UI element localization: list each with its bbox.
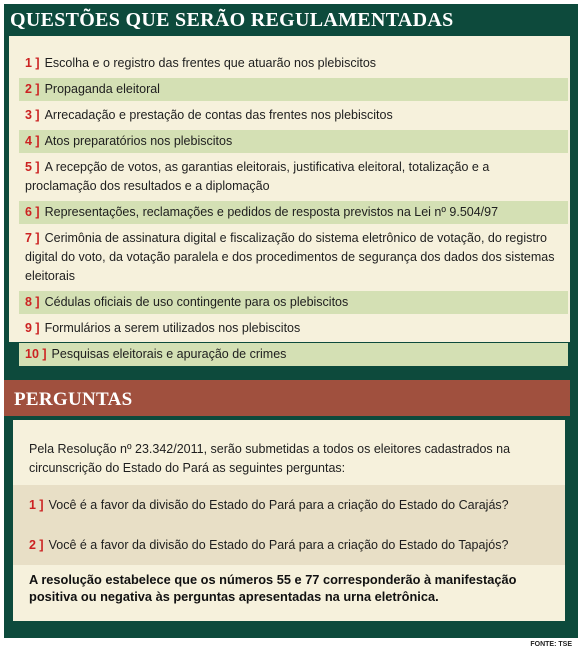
item-text: Propaganda eleitoral — [44, 82, 160, 96]
item-text: Atos preparatórios nos plebiscitos — [44, 134, 233, 148]
list-item — [19, 104, 568, 127]
item-text: Arrecadação e prestação de contas das frentes nos plebiscitos — [44, 108, 393, 122]
perguntas-panel — [13, 420, 565, 621]
item-text: Cerimônia de assinatura digital e fiscalização do sistema eletrônico de votação, do registro digital do voto, da votação paralela e dos procedimentos de segurança dos dados dos sistemas eleitorais — [25, 231, 555, 283]
item-number: 2 ] — [25, 82, 40, 96]
question-number: 1 ] — [29, 498, 44, 512]
item-number: 8 ] — [25, 295, 40, 309]
item-text: Pesquisas eleitorais e apuração de crimes — [51, 347, 287, 361]
section-title-perguntas: PERGUNTAS — [14, 389, 133, 410]
list-item — [19, 78, 568, 101]
question-number: 2 ] — [29, 538, 44, 552]
question-1 — [29, 496, 509, 514]
item-text: Escolha e o registro das frentes que atuarão nos plebiscitos — [44, 56, 377, 70]
question-text: Você é a favor da divisão do Estado do Pará para a criação do Estado do Tapajós? — [48, 538, 509, 552]
item-text: Cédulas oficiais de uso contingente para os plebiscitos — [44, 295, 349, 309]
item-number: 1 ] — [25, 56, 40, 70]
item-number: 3 ] — [25, 108, 40, 122]
item-number: 5 ] — [25, 160, 40, 174]
perguntas-header-band — [4, 380, 570, 416]
item-number: 7 ] — [25, 231, 40, 245]
question-2 — [29, 536, 508, 554]
list-item — [19, 317, 568, 340]
list-item — [19, 291, 568, 314]
item-text: A recepção de votos, as garantias eleitorais, justificativa eleitoral, totalização e a proclamação dos resultados e a diplomação — [25, 160, 490, 193]
resolution-note: A resolução estabelece que os números 55 e 77 corresponderão à manifestação positiva ou negativa às perguntas apresentadas na urna eletrônica. — [29, 572, 517, 604]
questions-panel — [13, 485, 565, 565]
item-text: Formulários a serem utilizados nos plebiscitos — [44, 321, 301, 335]
list-item — [19, 156, 568, 198]
perguntas-intro: Pela Resolução nº 23.342/2011, serão submetidas a todos os eleitores cadastrados na circunscrição do Estado do Pará as seguintes perguntas: — [29, 442, 511, 475]
list-item — [19, 52, 568, 75]
item-number: 6 ] — [25, 205, 40, 219]
list-item — [19, 343, 568, 366]
question-text: Você é a favor da divisão do Estado do Pará para a criação do Estado do Carajás? — [48, 498, 509, 512]
questoes-list — [19, 52, 568, 369]
list-item — [19, 201, 568, 224]
section-title-questoes: QUESTÕES QUE SERÃO REGULAMENTADAS — [10, 9, 454, 31]
list-item — [19, 130, 568, 153]
source-credit: FONTE: TSE — [530, 641, 572, 648]
list-item — [19, 227, 568, 288]
item-number: 10 ] — [25, 347, 47, 361]
item-text: Representações, reclamações e pedidos de resposta previstos na Lei nº 9.504/97 — [44, 205, 499, 219]
item-number: 4 ] — [25, 134, 40, 148]
item-number: 9 ] — [25, 321, 40, 335]
